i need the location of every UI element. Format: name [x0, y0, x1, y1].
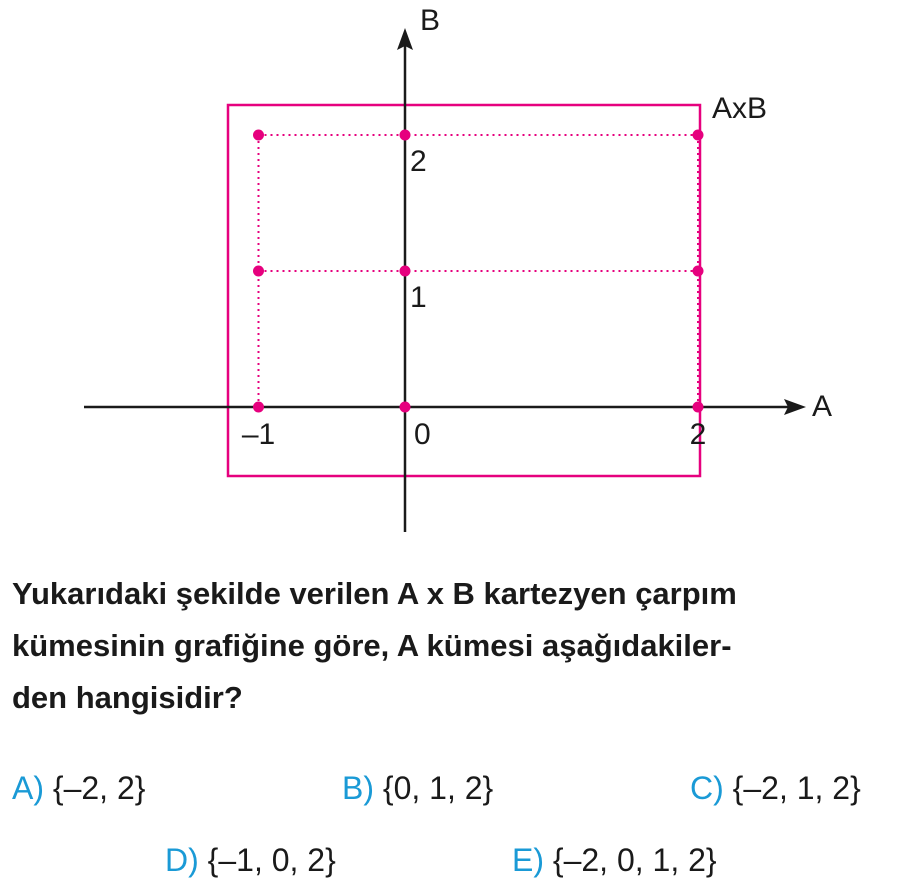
y-axis-label: B [420, 4, 441, 37]
dotted-grid [259, 135, 699, 407]
choice-text: {–2, 1, 2} [723, 770, 861, 806]
product-point [400, 402, 411, 413]
choice-letter: D) [165, 842, 199, 878]
point-group [253, 130, 704, 413]
product-point [693, 266, 704, 277]
product-point [253, 402, 264, 413]
product-point [400, 130, 411, 141]
x-tick-label: –1 [241, 418, 276, 451]
set-boundary [228, 105, 700, 476]
x-axis-label: A [812, 390, 833, 423]
choice-e[interactable] [512, 842, 717, 879]
choice-a[interactable] [12, 770, 145, 807]
choice-text: {–2, 0, 1, 2} [544, 842, 717, 878]
product-point [693, 402, 704, 413]
choice-letter: C) [690, 770, 724, 806]
choice-letter: A) [12, 770, 44, 806]
question-line: Yukarıdaki şekilde verilen A x B kartezyen çarpım [12, 576, 737, 611]
y-tick-label: 1 [410, 281, 427, 314]
choice-text: {–2, 2} [44, 770, 146, 806]
origin-label: 0 [414, 418, 431, 451]
choice-letter: E) [512, 842, 544, 878]
question-text [12, 568, 912, 724]
tick-labels [242, 145, 707, 451]
product-point [693, 130, 704, 141]
choice-text: {–1, 0, 2} [198, 842, 336, 878]
product-point [400, 266, 411, 277]
choice-letter: B) [342, 770, 374, 806]
choice-c[interactable] [690, 770, 861, 807]
question-line: den hangisidir? [12, 680, 243, 715]
choice-d[interactable] [165, 842, 336, 879]
choice-b[interactable] [342, 770, 493, 807]
x-tick-label: 2 [689, 418, 707, 451]
choice-text: {0, 1, 2} [374, 770, 494, 806]
question-line: kümesinin grafiğine göre, A kümesi aşağıdakiler- [12, 628, 732, 663]
y-tick-label: 2 [410, 145, 427, 178]
product-point [253, 266, 264, 277]
set-label: AxB [712, 92, 768, 125]
product-point [253, 130, 264, 141]
